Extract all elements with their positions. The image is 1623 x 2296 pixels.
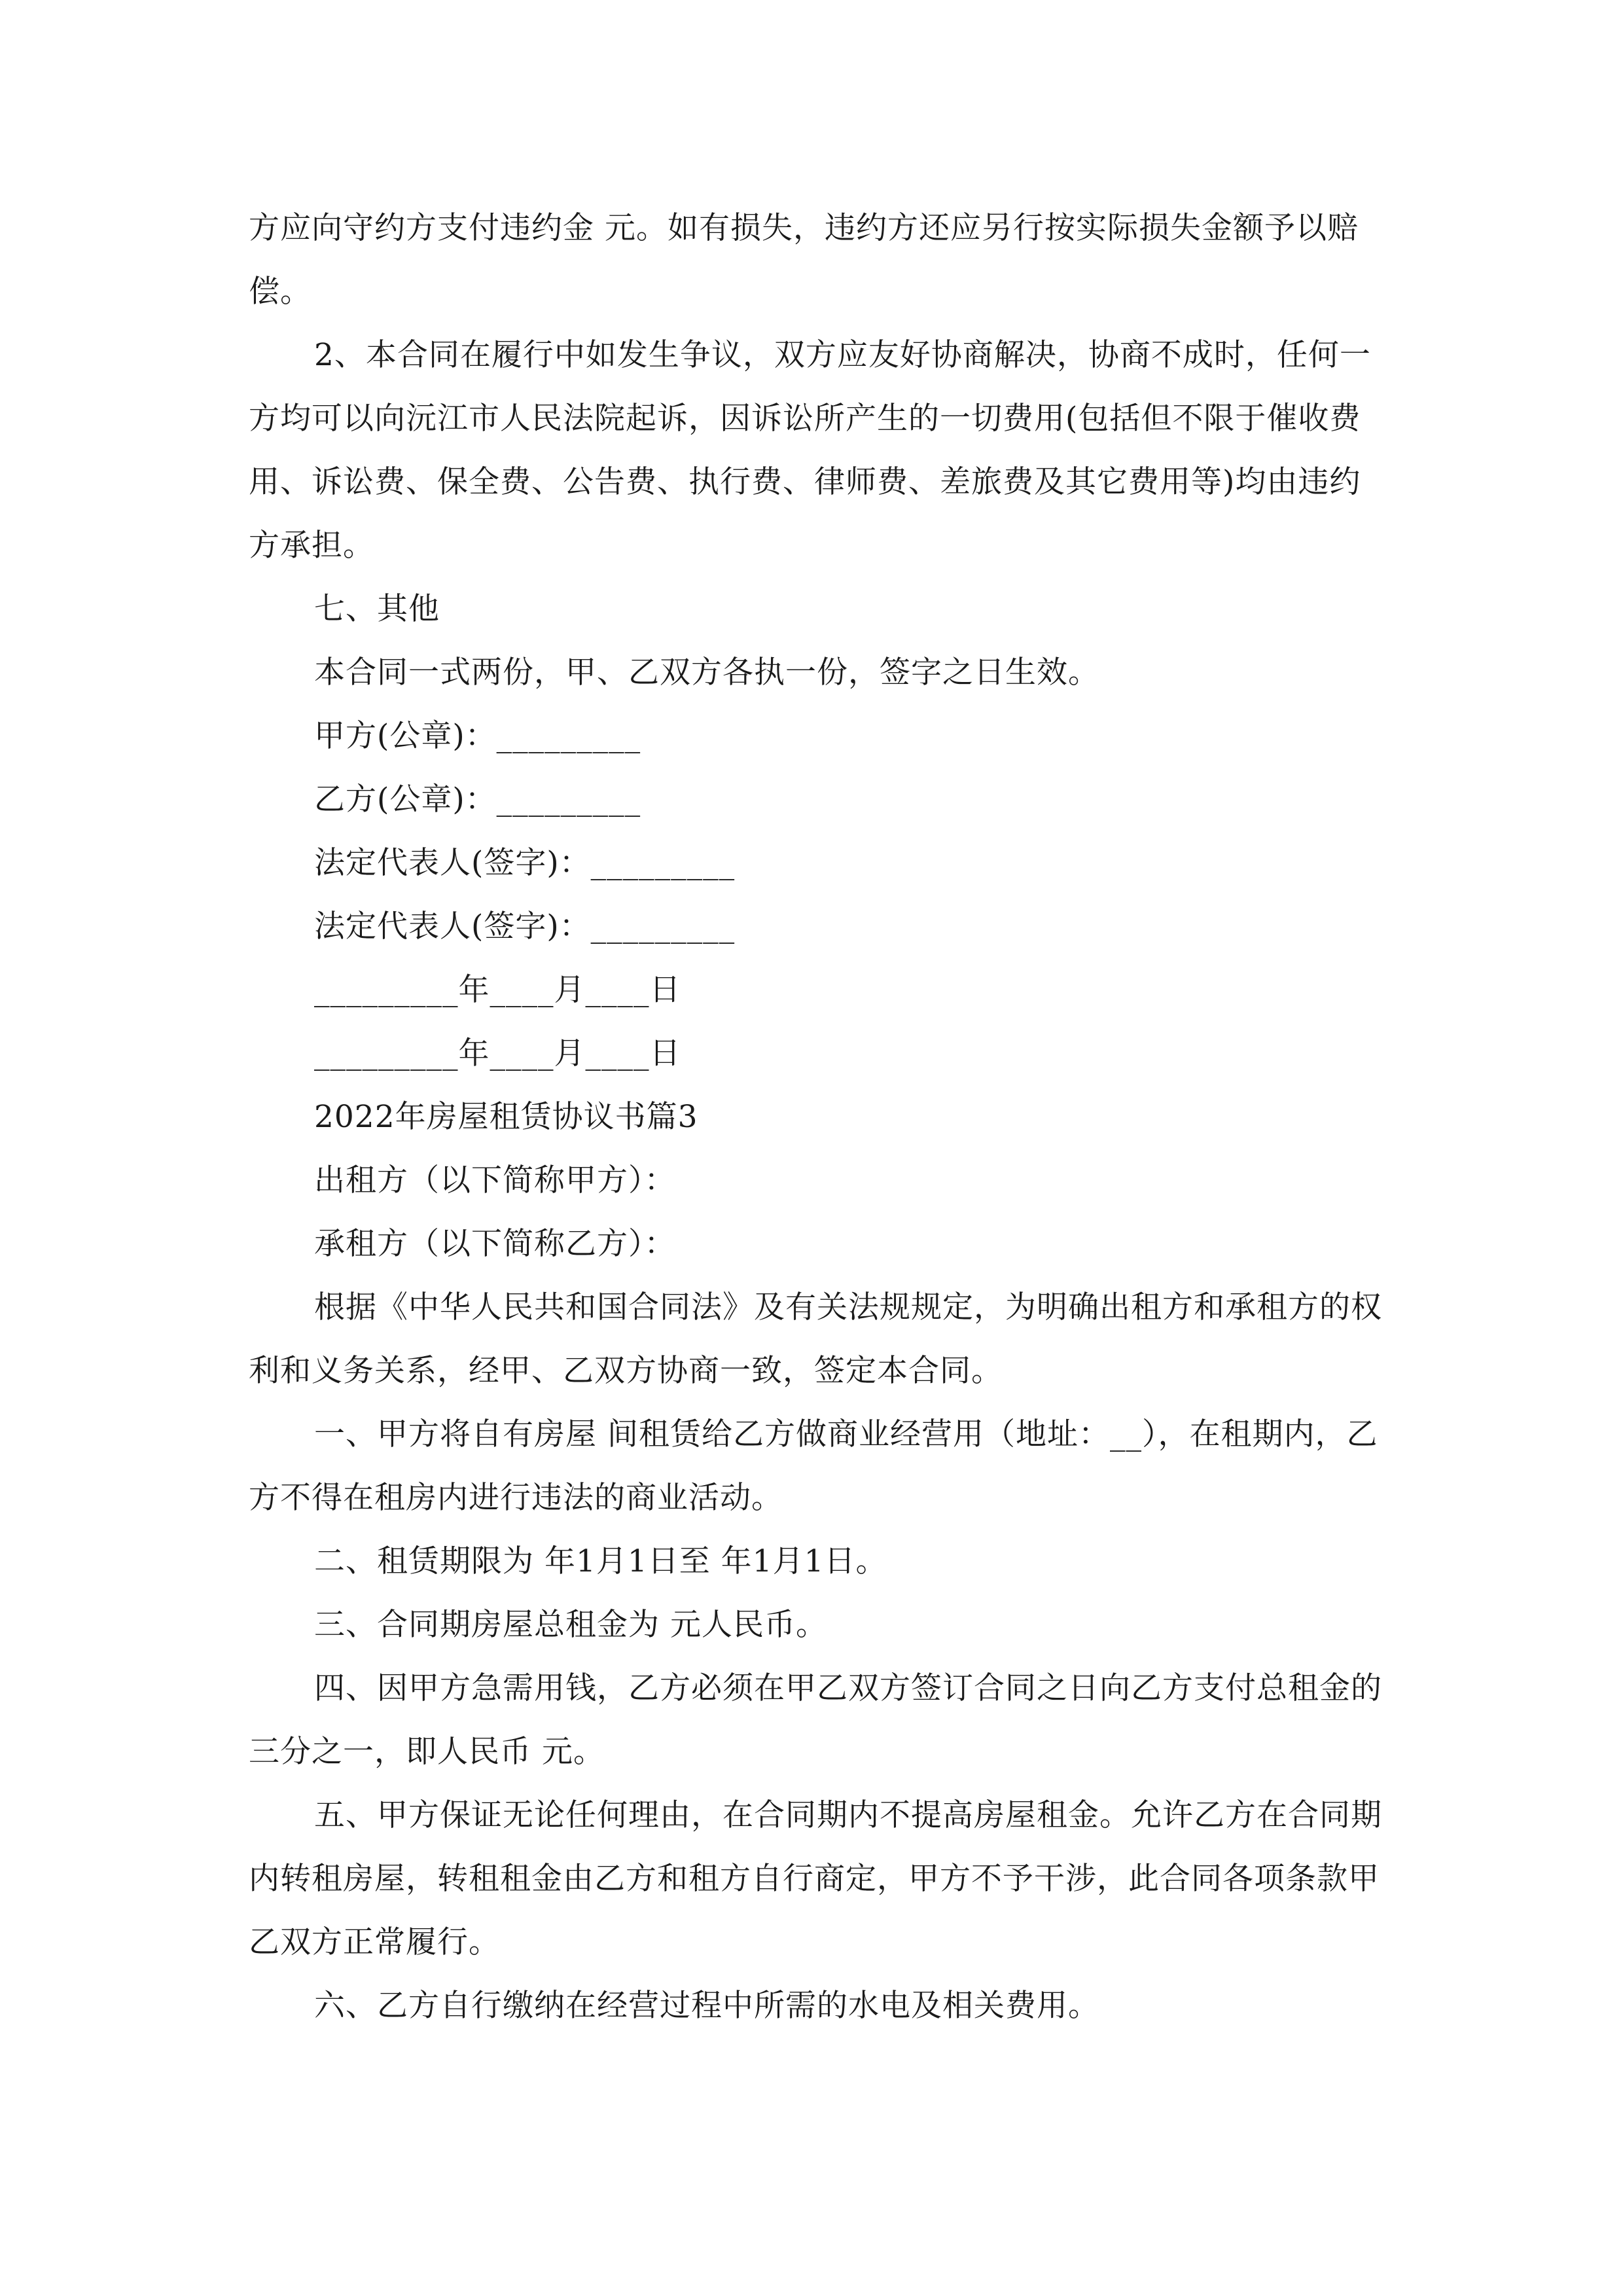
signature-date-b: _________年____月____日	[314, 1035, 681, 1071]
paragraph-penalty-clause: 方应向守约方支付违约金 元。如有损失，违约方还应另行按实际损失金额予以赔偿。	[249, 210, 1359, 310]
signature-date-a: _________年____月____日	[314, 972, 681, 1008]
paragraph-preamble: 根据《中华人民共和国合同法》及有关法规规定，为明确出租方和承租方的权利和义务关系，经甲、乙双方协商一致，签定本合同。	[249, 1289, 1382, 1389]
lessee-line: 承租方（以下简称乙方）：	[314, 1226, 676, 1262]
clause-2-term: 二、租赁期限为 年1月1日至 年1月1日。	[314, 1543, 887, 1579]
clause-6-utilities: 六、乙方自行缴纳在经营过程中所需的水电及相关费用。	[314, 1988, 1099, 2024]
paragraph-copies-clause: 本合同一式两份，甲、乙双方各执一份，签字之日生效。	[314, 655, 1099, 691]
section-heading-other: 七、其他	[314, 591, 440, 627]
signature-party-b-seal: 乙方(公章)：_________	[314, 781, 641, 817]
signature-legal-rep-a: 法定代表人(签字)：_________	[314, 845, 736, 881]
clause-1-premises: 一、甲方将自有房屋 间租赁给乙方做商业经营用（地址：__），在租期内，乙方不得在租房内进行违法的商业活动。	[249, 1416, 1378, 1516]
paragraph-dispute-clause: 2、本合同在履行中如发生争议，双方应友好协商解决，协商不成时，任何一方均可以向沅江市人民法院起诉，因诉讼所产生的一切费用(包括但不限于催收费用、诉讼费、保全费、公告费、执行费、律师费、差旅费及其它费用等)均由违约方承担。	[249, 337, 1371, 564]
clause-4-payment: 四、因甲方急需用钱，乙方必须在甲乙双方签订合同之日向乙方支付总租金的三分之一，即人民币 元。	[249, 1670, 1382, 1770]
lessor-line: 出租方（以下简称甲方）：	[314, 1162, 676, 1198]
document-section-title: 2022年房屋租赁协议书篇3	[314, 1099, 698, 1135]
clause-3-total-rent: 三、合同期房屋总租金为 元人民币。	[314, 1607, 827, 1643]
document-body	[249, 196, 1387, 2037]
signature-party-a-seal: 甲方(公章)：_________	[314, 718, 641, 754]
signature-legal-rep-b: 法定代表人(签字)：_________	[314, 908, 736, 944]
clause-5-rent-guarantee: 五、甲方保证无论任何理由，在合同期内不提高房屋租金。允许乙方在合同期内转租房屋，转租租金由乙方和租方自行商定，甲方不予干涉，此合同各项条款甲乙双方正常履行。	[249, 1797, 1382, 1960]
